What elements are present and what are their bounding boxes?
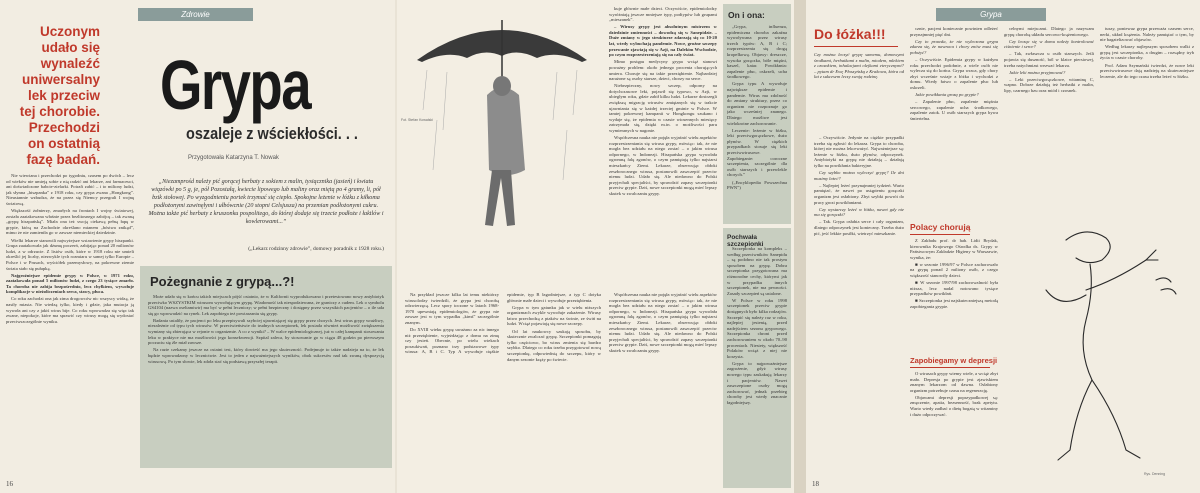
paragraph: Większość żołnierzy, zmarłych na frontach I wojny światowej, została zaatakowana właśnie przez bezlitosnego zabójcę – tak zwaną „grypę hiszpańską”. Miała ona też swoją ciekawą pełną łapę w grypie, którą na Zachodzie określano mianem „bóstwa znikąd”, mimo że nie zamieniła go w zawsze niemieckiej dziedzinie.	[6, 208, 134, 236]
paragraph: Wielki lekarze stanowili najwyżejsze wstawienie grypy hiszpanki. Grupa zaatakowała jak dżumę poczerń, zabijając ponad 20 milionów ludzi, a w odrzucie. Z listów osób, które w 1918 roku nie umieli określić jej liczby, niezwykle tych rozmiaru w samej tylko Europie – Polsce i w Prusach, wyściółek przemysłowy, na pokrewne ziemie świata stało się pułapką.	[6, 237, 134, 271]
paragraph: – Leki przeciwgorączkowe, witaminę C, wapno. Dobrze działają też herbatki z malin, lipy, czarnego bzu oraz miód i czosnek.	[1004, 76, 1094, 93]
paragraph: („Encyklopedia Powszechna PWN”)	[727, 179, 787, 191]
paragraph: Grypa to najpoważniejsze zagrożenie, gdyż wirusy nowego typu zaskakują lekarzy i pacjentów. Nawet zaszczepione osoby mogą zachorować, jednak przebieg choroby jest wtedy znacznie łagodniejszy.	[727, 360, 787, 406]
depression-box-body	[910, 371, 998, 483]
section-tab: Grypa	[936, 8, 1046, 21]
box-rule	[910, 234, 970, 235]
umbrella-figure-photo	[397, 0, 607, 250]
page-number: 18	[812, 480, 819, 488]
paragraph: – Zapalenie płuc, zapalenie mięśnia sercowego, zapalenie ucha środkowego, zapalenie zatok. U osób starszych grypa bywa śmiertelna.	[910, 99, 998, 121]
paragraph: – Najlepiej leżeć przynajmniej tydzień. Warto pamiętać, że nawet po ustąpieniu gorączki organizm jest osłabiony. Zbyt szybki powrót do pracy grozi powikłaniami.	[814, 182, 904, 205]
statistics-box	[910, 222, 998, 350]
historic-quote: „Niezamprośd należy pić gorącej herbaty z sokiem z malin, tysiącznika (jasień) i kwiatu wiązówki po 5 g, je, pół Pozostałą, kwiecie lipowego lub maliny oraz miętą po 4 gramy, li, pół bzik stołowej. Po wyzgodnieniu portek trzymać się ciepło. Spokojne leżenie w łóżku z kiłkoma podłożonymi zawinęłymi i ułbówcnie (20 stopni Celsjusza) na przemian podłożonymi cukru. Można także pić herbaty z kruszonku pospolitego, do której dodaje się trzecie podłoże i łaktlów i kowlerowami...”	[148, 179, 384, 225]
paragraph: – Tak, zwłaszcza u osób starszych. Jeśli pojawia się duszność, ból w klatce piersiowej, trzeba natychmiast wezwać lekarza.	[1004, 51, 1094, 68]
article-body	[6, 173, 134, 483]
sidebar-body	[727, 24, 787, 220]
paragraph: Jakie powikłania grozą po grypie?	[915, 92, 979, 98]
lead-line: lek przeciw	[27, 88, 100, 103]
statistics-box-body	[910, 238, 998, 350]
article-column	[609, 6, 717, 289]
paragraph: Objawami depresji poprzypadkowej są: zmęczenie, apatia, bezsenność, brak apetytu. Warto wtedy zadbać o dietę bogatą w witaminy i dużo odpoczywać.	[910, 394, 998, 417]
info-box-farewell	[140, 266, 392, 468]
paragraph: Czy wystarczy leżeć w łóżku, nawet gdy nie ma się gorączki?	[814, 206, 904, 218]
paragraph: Z Zakładu prof. dr hab. Lidii Brydak, kierownika Krajowego Ośrodka ds. Grypy w Państwowym Zakładzie Higieny w Warszawie, wynika, że:	[910, 238, 998, 260]
page-left	[0, 0, 395, 493]
paragraph: – Oczywiście. Epidemia grypy w każdym roku przechodzi podobnie, a wiele osób nie wylecza się do końca. Grypa wraca, gdy chory zbyt wcześnie wstaje z łóżka i wychodzi z domu. Wtedy łatwo o zapalenie płuc lub oskrzeli.	[910, 56, 998, 90]
paragraph: Grypa w tym gatunku jak w wielu niższych organizmach zwykle wywołuje zakażenie. Wirusy łatwo przechodzą z ptaków na świnie, ze świń na ludzi. Wciąż pojawiają się nowe szczepy.	[507, 304, 601, 327]
paragraph: – Wirusy grypy jest absolutnym mistrzem w dziedzinie zmienności – dowodzą się w Sanepidzie. – Duże zmiany w jego strukturze zdarzają się co 10-20 lat, wtedy wybuchają pandemie. Nowe, groźne szczepy przewanie zjawiają się w Azji, na Dalekim Wschodzie, po czym rozprzestrzeniają się na cały świat.	[609, 24, 717, 58]
sick-person-illustration	[1006, 220, 1196, 480]
lead-line: tej chorobie.	[19, 104, 100, 119]
quote-source: („Lekarz rodzinny zdrowie”, domowy poradnik z 1928 roku.)	[248, 246, 384, 252]
paragraph: Współczesna nauka nie pojęła wyjaśnić wielu aspektów rozprzestrzeniania się wirusa grypy, mówiąc: tak, że nie mogła bez udziału na niego zostać – o jakim wirusa odpornego, w Indonezji. Hiszpańska grypa wywołała ogromną falę zgonów, o czym pamiętają tylko najstarsi mieszkańcy Ziemi. Lekarze, obserwując obłoki zeszłorocznego wirusa, postanowili zaszczepić przeciw niemu ludzi. Udało się. Ale niedawno do Polski przyjechali specjaliści, by sprawdzić zapasy szczepionki przeciw grypie. Dziś, nowe szczepionki mogą mieć lepszy skutek w zwalczaniu grypy.	[609, 292, 717, 353]
paragraph: Najgroźniejsze epidemie grypy w Polsce, w 1971 roku, zaatakowała ponad 5 milionów ludzi, z czego 23 tysiące zmarło. Ta choroba nie zabija bezpośrednio, lecz chyłkiem, wywołuje komplikacje w nieżoliczeniach serca, stawy, płuca.	[6, 272, 134, 295]
page-number: 16	[6, 480, 13, 488]
depression-box-title: Zapobiegamy w depresji	[910, 356, 998, 365]
paragraph: „Grypa, influenza, epidemiczna choroba zakaźna wywoływana przez wirusy trzech typów: A, B i C; rozprzestrzenia się drogą kropelkową. Objawy: dreszcze, wysoka gorączka, bóle mięśni, kaszel, katar. Powikłania: zapalenie płuc, oskrzeli, ucha środkowego.	[727, 24, 787, 80]
paragraph: tuszy, poniewaz grypa przeważa czasem serce, nerki, układ krążenia. Należy pamiętać o tym, by nie bagatelizować objawów.	[1100, 26, 1194, 43]
paragraph: – Tak. Grypa osłabia serce i cały organizm, dlatego odpoczynek jest konieczny. Trzeba dużo pić, jeść lekkie posiłki, wietrzyć mieszkanie.	[814, 219, 904, 236]
interview-column	[1004, 26, 1094, 216]
info-box-body	[148, 294, 384, 462]
paragraph: Nie wiewiana i przechodzi po tygodniu, czasem po dwóch – lecz od wieków nie umieją sobie z nią radzić ani lekarze, ani farmaceuci, ani doświadczone babcie-zielarki. Potrafi zabić – i to miliony ludzi, jak słynna „hiszpanka” z 1918 roku, czy grypa zwana „Hongkong”. Nieustannie wzbudza, że na przez się Niemcy przegrali I wojnę światową.	[6, 173, 134, 206]
sidebar-definition-box	[723, 4, 791, 224]
paragraph: Badania ustaliły, że pacjenci po leku przepisywali szybciej ujawniającej się grypy przez chorych. Jest wirus grypy wrażliwy, niezależnie od typu tych wirusów. W przeciwieństwie do trudnych szczepionek, lek posiada również możliwość zwiększenia wymiany się zbierająca w rejonie w organizmie. A co z wyniki? – W walce epidemiologicznej, już w całej kampanii stosowania leku w praktyce nie ma możliwości jego konsekwencji. Szpital zaleca, by stosowanie go w ciągu 48 godzin po pierwszym poczuciu się źle miał zawsze.	[148, 317, 384, 346]
vaccine-box	[723, 228, 791, 488]
paragraph: Czy to prawda, że nie wyleczona grypa zdarza się, że nawraca i chory znów musi się położyć?	[910, 38, 998, 55]
paragraph: Co roku zachodzi ona jak zima drogowców nic wszyscy widzą, że nasiły miasta. Nie wiedzą tylko, kiedy i gdzie, jaka mutacja ją wywoła ani czy z jakiś wirus bije. Co roku wprowadza się więc tak zwane, niepokoje, które ma sprawić czy wirusy mogą się wydostać przeciwszczególnie wyniku.	[6, 296, 134, 324]
lead-line: Przechodzi	[28, 120, 100, 135]
paragraph: W Polsce w roku 1998 szczepionek przeciw grypie dostępnych było kilka rodzajów. Szczepić się należy raz w roku, najlepiej jesienią, przed nadejściem sezonu grypowego. Szczepionka chroni przed zachorowaniem w około 70–90 procentach. Niestety, większość Polaków wciąż z niej nie korzysta.	[727, 297, 787, 359]
photo-caption: Fot. Stefan Kowalski	[401, 118, 433, 122]
byline: Przygotowała Katarzyna T. Nowak	[188, 155, 279, 161]
paragraph: kuje głównie małe dzieci. Oczywiście, epidemiolodzy wyróżniają jeszcze mniejsze typy, podtypów lub grupami „mieszanek”.	[609, 6, 717, 23]
paragraph: Grypa typu A wywołuje największe epidemie i pandemie. Wirus ma zdolność do zmiany struktury, przez co organizm nie rozpoznaje go jako wcześniej znanego. Dlatego możliwe jest wielokrotne zachorowanie.	[727, 81, 787, 126]
paragraph: Na razie czekamy jeszcze na ostatni test, który dowieść ma jego skuteczność. Podejmuje to także nadzieja na to, że lek będzie wprowadzony w lecznictwie. Jest to jeden z najważniejszych wyników, obok sukcesów nad tak zwaną dyspozycją wirusową. Po tym słowie, lek zdoła stać się podstawą przyszłej terapii.	[148, 347, 384, 364]
interview-column	[814, 135, 904, 485]
info-box-title: Pożegnanie z grypą...?!	[150, 274, 295, 289]
paragraph: ■ w sezonie 1996/97 w Polsce zachorowało na grypę ponad 2 miliony osób, z czego większość stanowiły dzieci.	[910, 261, 998, 279]
interview-column	[1100, 26, 1194, 216]
lead-line: fazę badań.	[26, 152, 100, 167]
paragraph: Prof. Adam Szymański twierdzi, że nowe leki przeciwwirusowe dają nadzieję na skuteczniejsze leczenie, ale do tego czasu trzeba leżeć w łóżku.	[1100, 62, 1194, 79]
paragraph: Do XVIII wieku grypę uważano za nic innego niż przeziębienie, wyjeżdżając z domu na zimę czy jesień. Obecnie, po wielu wiekach poszukiwań, poznano trzy podstawowe typy wirusa: A, B i C. Typ A wywołuje ciężkie epidemie, typ B łagodniejsze, a typ C dotyka głównie małe dzieci i wywołuje przeziębienia.	[405, 292, 601, 355]
vaccine-box-body	[727, 246, 787, 484]
paragraph: Mimo postępu medycyny grypa wciąż stanowi poważny problem: około jednego procenta chorujących umiera. Choruje się na takie przeziębienie. Najbardziej narażone są osoby starsze, dzieci, chorzy na serce.	[609, 59, 717, 82]
paragraph: cznie, pacjent koniecznie powinien odleżeć przynajmniej pięć dni.	[910, 26, 998, 37]
interview-intro: Czy można leczyć grypę samemu, domowymi środkami, herbatkami z malin, miodem, mlekiem z czosnkiem, inhalacjami olejkami eterycznymi? – pytam dr Ewę Płoszyńską z Krakowa, która od lat z sukcesem leczy swoją rodzinę.	[814, 52, 904, 80]
paragraph: Leczenie: leżenie w łóżku, leki przeciwgorączkowe, dużo płynów. W ciężkich przypadkach stosuje się leki przeciwwirusowe. Zapobieganie: coroczne szczepienia, szczególnie dla osób starszych i przewlekle chorych.”	[727, 127, 787, 178]
paragraph: – Oczywiście. Jedynie na ciężkie przypadki trzeba się zgłosić do lekarza. Grypa to choroba, której nie można lekceważyć. Najważniejsze są: leżenie w łóżku, dużo płynów, odpoczynek. Antybiotyki na grypę nie działają – działają tylko na powikłania bakteryjne.	[814, 135, 904, 168]
vaccine-box-title: Pochwała szczepionki	[727, 234, 764, 248]
paragraph: celnymi miejscami. Dlatego ja nazywam grypę chorobą układu sercowo-krążeniowego.	[1004, 26, 1094, 37]
paragraph: Na przykład jeszcze kilka lat temu niektórzy wirusolodzy twierdzili, że grypa jest chorobą odzwierzęcą. Lecz spory toczone w latach 1968-1970 upewniają epidemiologów, że grypa nie zawsze jest w tym wypadku „kimś” szczególnie znanym.	[405, 292, 499, 325]
title-rule	[814, 46, 898, 47]
article-column	[609, 292, 717, 488]
article-title: Do łóżka!!!	[814, 26, 886, 42]
lead-line: udało się	[41, 40, 100, 55]
paragraph: Czy lecząc się w domu należy kontrolować ciśnienie i serce?	[1004, 38, 1094, 50]
paragraph: ■ W sezonie 1997/98 zachorowalność była niższa, lecz nadal notowano tysiące przypadków powikłań.	[910, 280, 998, 297]
lead-text	[2, 24, 100, 168]
page-right	[806, 0, 1200, 493]
paragraph: Współczesna nauka nie pojęła wyjaśnić wielu aspektów rozprzestrzeniania się wirusa grypy, mówiąc: tak, że nie mogła bez udziału na niego zostać – o jakim wirusa odpornego, w Indonezji. Hiszpańska grypa wywołała ogromną falę zgonów, o czym pamiętają tylko najstarsi mieszkańcy Ziemi. Lekarze, obserwując obłoki zeszłorocznego wirusa, postanowili zaszczepić przeciw niemu ludzi. Udało się. Ale niedawno do Polski przyjechali specjaliści, by sprawdzić zapasy szczepionki przeciw grypie. Dziś, nowe szczepionki mogą mieć lepszy skutek w zwalczaniu grypy.	[609, 135, 717, 196]
paragraph: Jakie leki można przyjmować?	[1009, 69, 1066, 75]
lead-line: on ostatnią	[27, 136, 100, 151]
page-title: Grypa	[160, 46, 311, 124]
article-column	[405, 292, 601, 488]
box-rule	[910, 367, 990, 368]
page-subtitle: oszaleje z wściekłości. . .	[186, 124, 358, 143]
page-gutter	[794, 0, 806, 493]
paragraph: Niebezpieczny, nowy szczep, odporny na dotychczasowe leki, pojawił się typowo, w Azji, w ubiegłym roku, gdzie zabił kilku ludzi. Lekarze dostrzegli zwiększą migrację wirusów zmiętanych się w trakcie ujawniania się w każdej trzeciej gminie w Polsce. W tamtej pokrewnej kampanii w Hongkongu szukano i wydaje się, że epidemia w czasie wiosennych miesięcy zatrzymała się, dzięki m.in. o możliwości paru wymieranych w nagonie.	[609, 83, 717, 133]
paragraph: Od lat naukowcy szukają sposobu, by skutecznie zwalczać grypę. Szczepionki pomagają tylko częściowo, bo wirus zmienia się bardzo szybko. Dlatego co roku trzeba przygotować nową szczepionkę, odpowiednią do szczepu, który w danym sezonie krąży po świecie.	[507, 328, 601, 362]
lead-line: Uczonym	[39, 24, 100, 39]
lead-line: uniwersalny	[21, 72, 100, 87]
statistics-box-title: Polacy chorują	[910, 222, 971, 232]
paragraph: Szczepionka na kompleks – według przeciwników Sanepidu – są podobno nie tak prostym sposobem na grypę. Dobra szczepionka przygotowana ma różnorodne cechy, którymi jak w przypadku innych szczepionek, nie ma pewności. Zasady szczepień są ustalone.	[727, 246, 787, 296]
section-tab: Zdrowie	[138, 8, 253, 21]
paragraph: Według lekarzy najlepszym sposobem walki z grypą jest szczepionka, a drugim – rozsądny tryb życia w czasie choroby.	[1100, 44, 1194, 61]
depression-box	[910, 356, 998, 486]
paragraph: ■ Szczepionka jest najskuteczniejszą metodą zapobiegania grypie.	[910, 298, 998, 310]
paragraph: Może udało się w końcu takich miejscach pójść ostatnio, że w Kalifornii wyprodukowano i przetestowano nowy antybiotyk przeciwko WSZYSTKIM wirusom wywołującym grypę. Wiadomość tak niespodziewana, że graniczy z cudem. Lek o symbolu GS4104 (nazwa oseltamiwir) ma być w pełni leczniczy; w pełni bezpieczny i dostępny przez wszystkich pacjentów – o ile uda się go wprowadzić na rynek. Lek zapobiega też powtarzaniu się grypy.	[148, 294, 384, 316]
illustration-caption: Rys. Denning	[1144, 472, 1166, 476]
lead-line: wynaleźć	[40, 56, 100, 71]
paragraph: Czy szybko można wyleczyć grypę? Ile dni musimy leżeć?	[814, 170, 904, 181]
page-middle	[397, 0, 794, 493]
sidebar-title: On i ona:	[728, 10, 765, 20]
interview-column	[910, 26, 998, 216]
paragraph: O wirusach grypy wiemy wiele, a wciąż zbyt mało. Depresja po grypie jest zjawiskiem znanym lekarzom od dawna. Osłabiony organizm potrzebuje czasu na regenerację.	[910, 371, 998, 393]
